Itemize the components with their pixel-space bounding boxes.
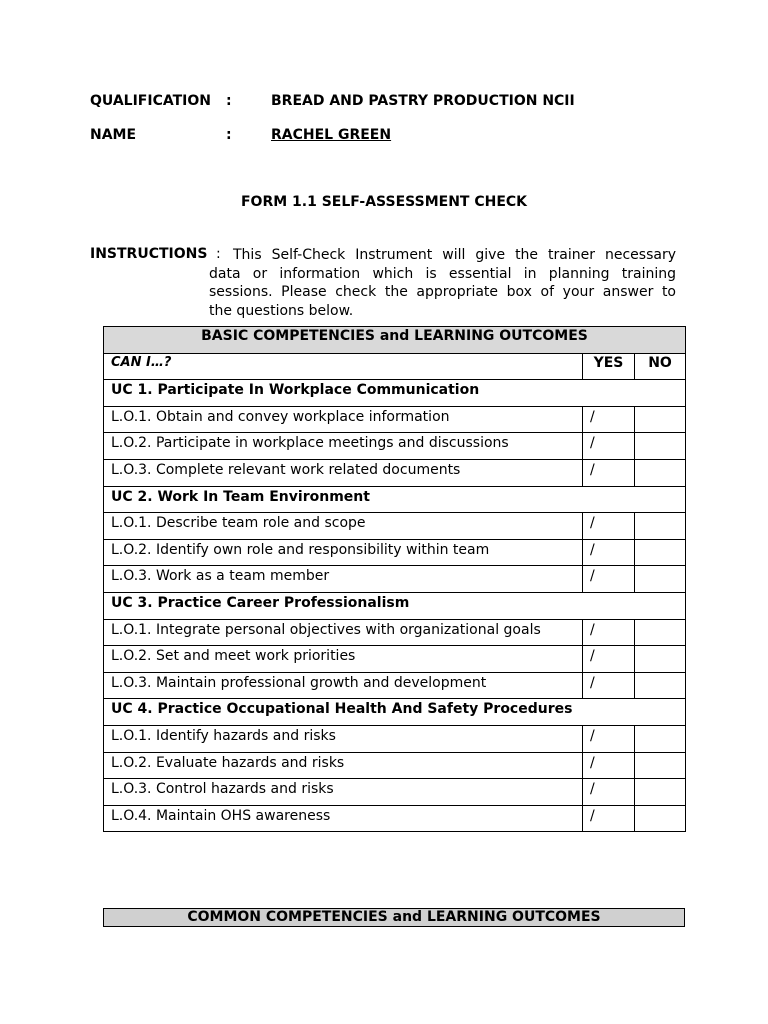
- outcome-row: [104, 752, 686, 779]
- outcome-row: [104, 513, 686, 540]
- yes-checkbox-cell[interactable]: /: [583, 619, 635, 646]
- no-checkbox-cell[interactable]: [635, 539, 686, 566]
- unit-title: UC 3. Practice Career Professionalism: [104, 592, 686, 619]
- no-checkbox-cell[interactable]: [635, 566, 686, 593]
- unit-row: [104, 699, 686, 726]
- outcome-label: L.O.3. Complete relevant work related documents: [104, 459, 583, 486]
- no-checkbox-cell[interactable]: [635, 646, 686, 673]
- outcome-row: [104, 779, 686, 806]
- no-checkbox-cell[interactable]: [635, 619, 686, 646]
- outcome-label: L.O.3. Control hazards and risks: [104, 779, 583, 806]
- instructions-text: [209, 246, 676, 320]
- table-title: BASIC COMPETENCIES and LEARNING OUTCOMES: [104, 327, 686, 354]
- form-title: FORM 1.1 SELF-ASSESSMENT CHECK: [240, 194, 528, 210]
- outcome-label: L.O.2. Identify own role and responsibility within team: [104, 539, 583, 566]
- outcome-label: L.O.2. Set and meet work priorities: [104, 646, 583, 673]
- no-checkbox-cell[interactable]: [635, 725, 686, 752]
- qualification-colon: :: [226, 93, 232, 109]
- outcome-row: [104, 566, 686, 593]
- outcome-label: L.O.4. Maintain OHS awareness: [104, 805, 583, 832]
- no-checkbox-cell[interactable]: [635, 406, 686, 433]
- outcome-row: [104, 459, 686, 486]
- no-checkbox-cell[interactable]: [635, 459, 686, 486]
- outcome-row: [104, 646, 686, 673]
- no-checkbox-cell[interactable]: [635, 752, 686, 779]
- no-checkbox-cell[interactable]: [635, 779, 686, 806]
- outcome-label: L.O.3. Work as a team member: [104, 566, 583, 593]
- table-title-row: [104, 327, 686, 354]
- yes-checkbox-cell[interactable]: /: [583, 406, 635, 433]
- outcome-label: L.O.1. Obtain and convey workplace information: [104, 406, 583, 433]
- column-header-yes: YES: [583, 353, 635, 380]
- column-header-no: NO: [635, 353, 686, 380]
- unit-title: UC 2. Work In Team Environment: [104, 486, 686, 513]
- outcome-label: L.O.3. Maintain professional growth and development: [104, 672, 583, 699]
- unit-title: UC 1. Participate In Workplace Communication: [104, 380, 686, 407]
- outcome-label: L.O.1. Integrate personal objectives with organizational goals: [104, 619, 583, 646]
- yes-checkbox-cell[interactable]: /: [583, 539, 635, 566]
- yes-checkbox-cell[interactable]: /: [583, 459, 635, 486]
- instructions-line: the questions below.: [209, 302, 354, 319]
- unit-row: [104, 486, 686, 513]
- name-label: NAME: [90, 127, 137, 143]
- instructions-line: data or information which is essential in planning training: [209, 265, 676, 282]
- outcome-row: [104, 619, 686, 646]
- qualification-label: QUALIFICATION: [90, 93, 211, 109]
- outcome-row: [104, 539, 686, 566]
- qualification-value: BREAD AND PASTRY PRODUCTION NCII: [271, 93, 575, 109]
- no-checkbox-cell[interactable]: [635, 433, 686, 460]
- yes-checkbox-cell[interactable]: /: [583, 566, 635, 593]
- yes-checkbox-cell[interactable]: /: [583, 646, 635, 673]
- yes-checkbox-cell[interactable]: /: [583, 433, 635, 460]
- yes-checkbox-cell[interactable]: /: [583, 672, 635, 699]
- outcome-row: [104, 672, 686, 699]
- yes-checkbox-cell[interactable]: /: [583, 805, 635, 832]
- outcome-label: L.O.2. Participate in workplace meetings and discussions: [104, 433, 583, 460]
- unit-row: [104, 380, 686, 407]
- outcome-row: [104, 725, 686, 752]
- unit-title: UC 4. Practice Occupational Health And Safety Procedures: [104, 699, 686, 726]
- yes-checkbox-cell[interactable]: /: [583, 725, 635, 752]
- outcome-label: L.O.1. Describe team role and scope: [104, 513, 583, 540]
- table-title-row: [104, 909, 685, 927]
- name-value: RACHEL GREEN: [271, 127, 392, 143]
- no-checkbox-cell[interactable]: [635, 805, 686, 832]
- no-checkbox-cell[interactable]: [635, 672, 686, 699]
- instructions-line: This Self-Check Instrument will give the trainer necessary: [233, 247, 676, 263]
- basic-competencies-table: [103, 326, 686, 832]
- column-header-question: CAN I…?: [104, 353, 583, 380]
- yes-checkbox-cell[interactable]: /: [583, 752, 635, 779]
- instructions-colon: :: [216, 246, 221, 262]
- outcome-row: [104, 805, 686, 832]
- outcome-label: L.O.1. Identify hazards and risks: [104, 725, 583, 752]
- no-checkbox-cell[interactable]: [635, 513, 686, 540]
- yes-checkbox-cell[interactable]: /: [583, 513, 635, 540]
- outcome-label: L.O.2. Evaluate hazards and risks: [104, 752, 583, 779]
- column-header-row: [104, 353, 686, 380]
- unit-row: [104, 592, 686, 619]
- instructions-label: INSTRUCTIONS: [90, 246, 208, 262]
- name-colon: :: [226, 127, 232, 143]
- yes-checkbox-cell[interactable]: /: [583, 779, 635, 806]
- outcome-row: [104, 406, 686, 433]
- table-title: COMMON COMPETENCIES and LEARNING OUTCOMES: [104, 909, 685, 927]
- instructions-line: sessions. Please check the appropriate box of your answer to: [209, 284, 676, 300]
- common-competencies-table: [103, 908, 685, 927]
- outcome-row: [104, 433, 686, 460]
